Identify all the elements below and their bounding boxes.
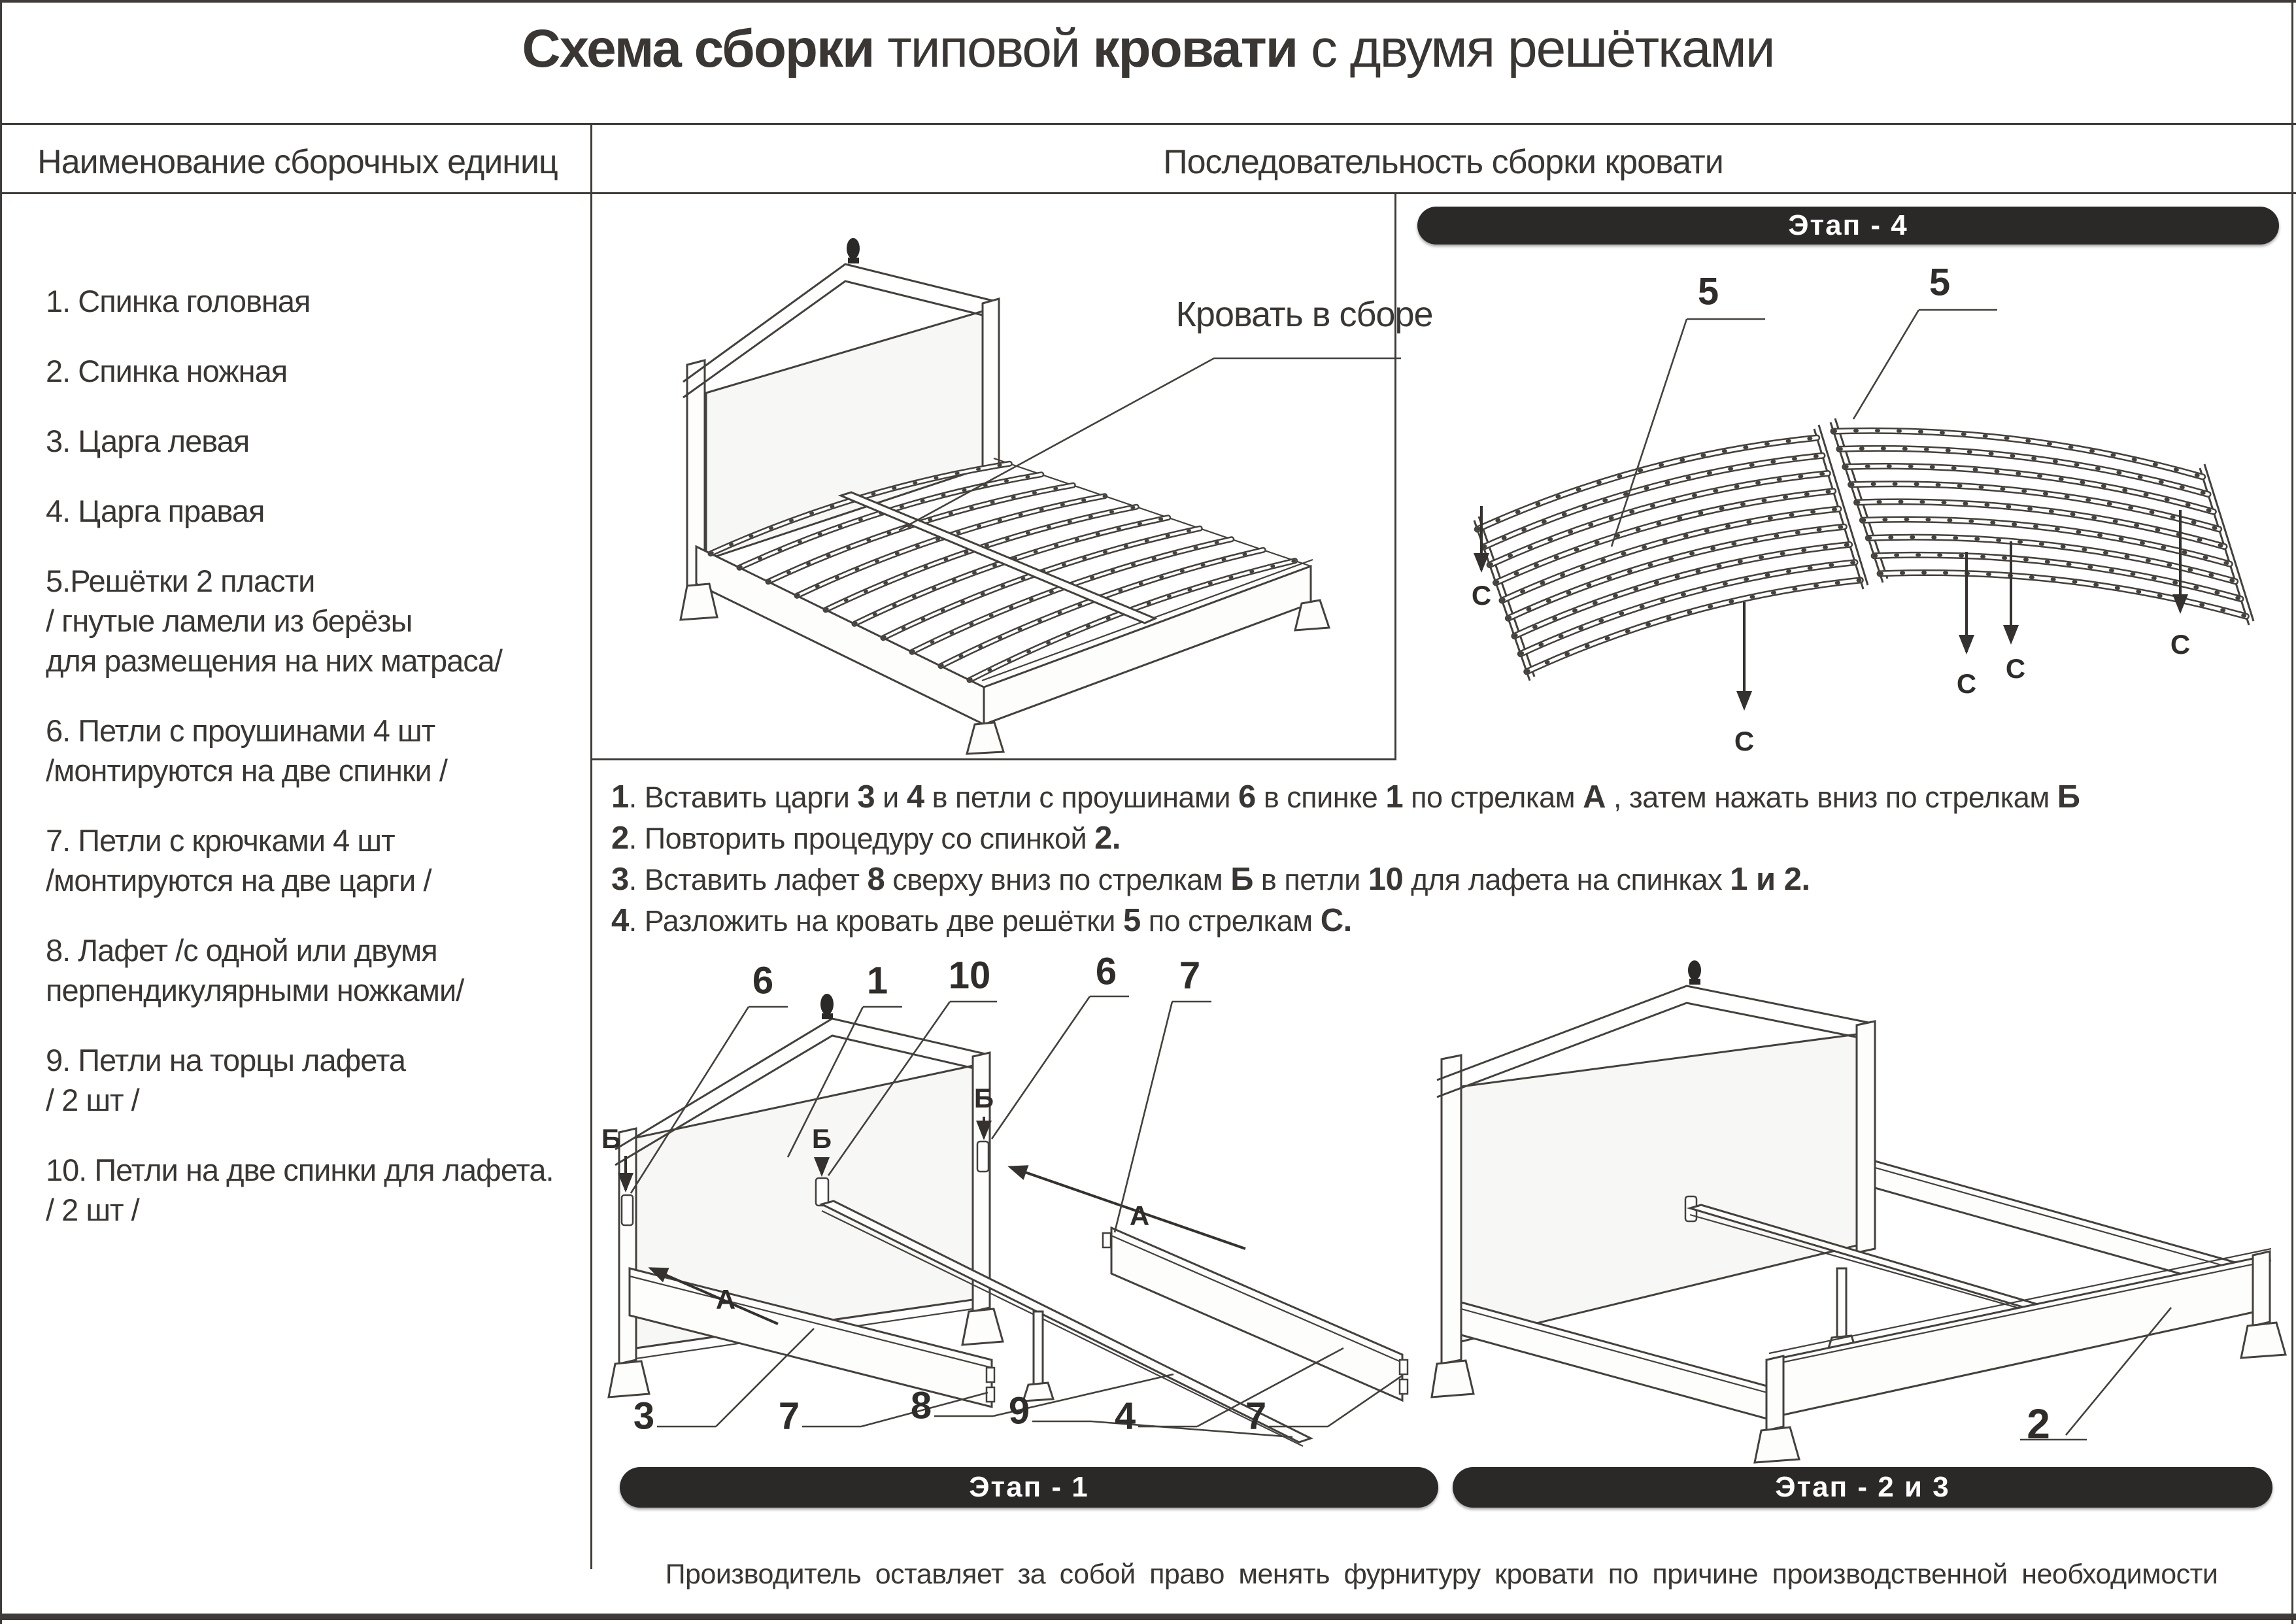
instruction-line: 3. Вставить лафет 8 сверху вниз по стрелкам Б в петли 10 для лафета на спинках 1 и 2. bbox=[611, 862, 1810, 897]
stage23-badge: Этап - 2 и 3 bbox=[1453, 1467, 2272, 1508]
bed-frame-drawing bbox=[1406, 941, 2296, 1464]
callout-part1: 1 bbox=[866, 959, 888, 1002]
arrow-label-c: С bbox=[1956, 668, 1977, 699]
callout-part8: 8 bbox=[910, 1384, 932, 1427]
arrow-label-c: С bbox=[2170, 629, 2191, 660]
arrow-label-c: С bbox=[2005, 653, 2026, 684]
arrow-label-a: А bbox=[715, 1284, 736, 1315]
list-item: 8. Лафет /с одной или двумя перпендикулярными ножками/ bbox=[46, 933, 464, 1007]
slat-grids-drawing bbox=[1396, 194, 2296, 762]
instruction-line: 1. Вставить царги 3 и 4 в петли с проушинами 6 в спинке 1 по стрелкам А , затем нажать вниз по стрелкам Б bbox=[611, 779, 2080, 815]
assembled-bed-label: Кровать в сборе bbox=[1175, 295, 1433, 334]
assembled-bed-figure bbox=[592, 194, 1433, 758]
callout-part9: 9 bbox=[1008, 1389, 1030, 1432]
list-item: 3. Царга левая bbox=[46, 424, 250, 458]
callout-part10: 10 bbox=[948, 954, 991, 997]
list-item: 6. Петли с проушинами 4 шт /монтируются на две спинки / bbox=[46, 713, 447, 788]
title-underline bbox=[0, 123, 2296, 125]
border-top bbox=[0, 0, 2296, 3]
arrow-label-c: С bbox=[1734, 726, 1755, 756]
arrow-label-c: С bbox=[1471, 580, 1492, 611]
list-item: 5.Решётки 2 пласти / гнутые ламели из берёзы для размещения на них матраса/ bbox=[46, 564, 502, 678]
callout-part7: 7 bbox=[778, 1395, 800, 1438]
callout-part7: 7 bbox=[1179, 954, 1201, 997]
list-item: 4. Царга правая bbox=[46, 494, 265, 528]
stage23-figure bbox=[1406, 941, 2296, 1464]
assembled-bed-drawing bbox=[592, 194, 1396, 758]
list-item: 2. Спинка ножная bbox=[46, 354, 288, 388]
list-item: 9. Петли на торцы лафета / 2 шт / bbox=[46, 1043, 405, 1117]
callout-part6: 6 bbox=[752, 959, 774, 1002]
instruction-line: 2. Повторить процедуру со спинкой 2. bbox=[611, 820, 1121, 856]
callout-part5: 5 bbox=[1929, 261, 1951, 304]
arrow-label-b: Б bbox=[973, 1083, 994, 1113]
arrow-label-b: Б bbox=[811, 1123, 832, 1154]
exploded-headboard-drawing bbox=[592, 941, 1442, 1464]
stage4-badge: Этап - 4 bbox=[1417, 207, 2279, 245]
left-column-header: Наименование сборочных единиц bbox=[37, 143, 558, 181]
assembly-instructions bbox=[611, 777, 2275, 941]
stage1-badge: Этап - 1 bbox=[620, 1467, 1438, 1508]
footer-note: Производитель оставляет за собой право менять фурнитуру кровати по причине производственной необходимости bbox=[665, 1559, 2218, 1590]
stage1-figure bbox=[592, 941, 1442, 1464]
stage4-figure bbox=[1396, 194, 2296, 762]
page-title: Схема сборки типовой кровати с двумя решётками bbox=[522, 19, 1774, 78]
arrow-label-a: А bbox=[1129, 1200, 1150, 1231]
callout-part3: 3 bbox=[633, 1395, 655, 1438]
parts-list bbox=[46, 281, 588, 1260]
border-bottom bbox=[0, 1614, 2296, 1620]
callout-part4: 4 bbox=[1114, 1395, 1136, 1438]
right-column-header: Последовательность сборки кровати bbox=[1163, 143, 1723, 181]
list-item: 10. Петли на две спинки для лафета. / 2 шт / bbox=[46, 1153, 554, 1227]
assembled-box-bottom bbox=[590, 758, 1396, 760]
list-item: 7. Петли с крючками 4 шт /монтируются на две царги / bbox=[46, 823, 431, 898]
instruction-line: 4. Разложить на кровать две решётки 5 по стрелкам С. bbox=[611, 903, 1352, 938]
callout-part7: 7 bbox=[1245, 1395, 1267, 1438]
border-left bbox=[0, 0, 2, 1624]
callout-part2: 2 bbox=[2027, 1400, 2050, 1447]
arrow-label-b: Б bbox=[601, 1123, 622, 1154]
list-item: 1. Спинка головная bbox=[46, 284, 311, 318]
callout-part6: 6 bbox=[1095, 950, 1117, 993]
callout-part5: 5 bbox=[1697, 270, 1719, 313]
